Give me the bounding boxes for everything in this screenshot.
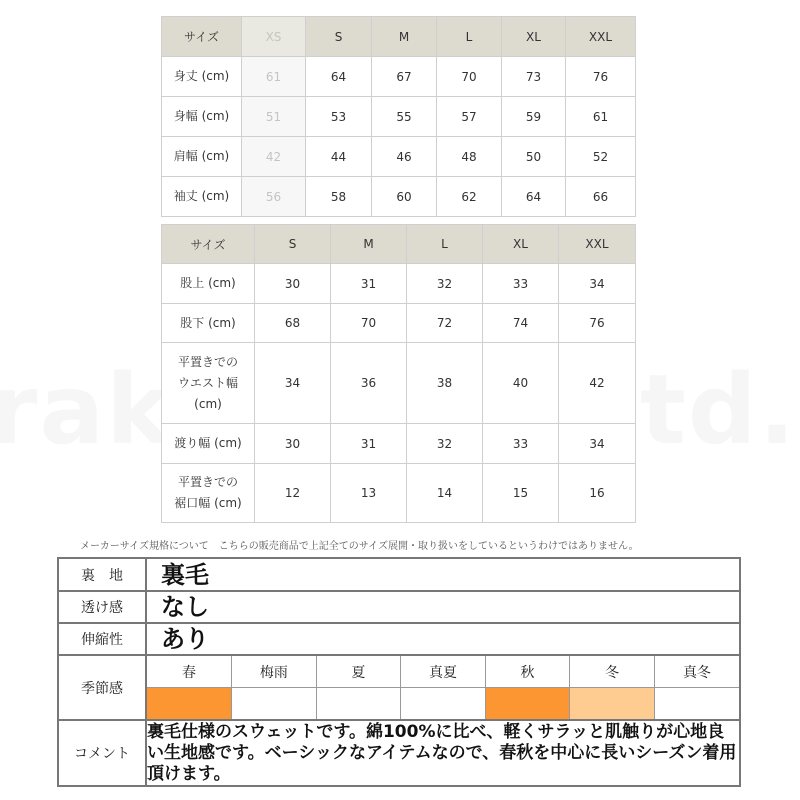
season-indicator [147,688,232,720]
size-value-cell: 30 [255,264,331,304]
season-indicator [654,688,739,720]
size-value-cell: 57 [437,97,502,137]
size-value-cell: 33 [483,264,559,304]
size-header-cell: XL [483,225,559,264]
season-cell [146,655,740,720]
size-value-cell: 46 [372,137,437,177]
season-name: 冬 [570,656,655,688]
size-header-row [162,225,636,264]
spec-row-comment [58,720,740,786]
season-indicator [232,688,317,720]
size-value-cell: 66 [566,177,636,217]
size-row-label: 身丈 (cm) [162,57,242,97]
size-value-cell: 40 [483,343,559,424]
size-row [162,57,636,97]
size-value-cell: 68 [255,304,331,343]
season-label: 季節感 [58,655,146,720]
season-name: 春 [147,656,232,688]
season-name: 秋 [485,656,570,688]
spec-row-sheer [58,591,740,623]
spec-table [57,557,741,787]
size-header-row [162,17,636,57]
size-value-cell: 31 [331,264,407,304]
size-value-cell: 15 [483,464,559,523]
watermark-left [0,355,172,465]
size-value-cell: 44 [306,137,372,177]
size-row [162,177,636,217]
size-value-cell: 76 [566,57,636,97]
season-name: 梅雨 [232,656,317,688]
size-value-cell: 61 [242,57,306,97]
size-value-cell: 62 [437,177,502,217]
size-value-cell: 59 [502,97,566,137]
size-row-label: 渡り幅 (cm) [162,424,255,464]
season-indicator [401,688,486,720]
size-header-cell: XS [242,17,306,57]
size-value-cell: 60 [372,177,437,217]
size-row-label: 股下 (cm) [162,304,255,343]
size-value-cell: 72 [407,304,483,343]
size-header-cell: M [372,17,437,57]
size-row [162,304,636,343]
size-header-cell: L [407,225,483,264]
size-value-cell: 70 [437,57,502,97]
size-header-cell: M [331,225,407,264]
size-header-cell: XXL [559,225,636,264]
size-row-label: 股上 (cm) [162,264,255,304]
size-header-label: サイズ [162,17,242,57]
spec-row-season [58,655,740,720]
season-name: 真冬 [654,656,739,688]
top-size-table [161,16,636,217]
season-name: 夏 [316,656,401,688]
size-value-cell: 51 [242,97,306,137]
size-value-cell: 58 [306,177,372,217]
size-row-label: 肩幅 (cm) [162,137,242,177]
season-indicator [485,688,570,720]
size-value-cell: 53 [306,97,372,137]
stretch-value: あり [146,623,740,655]
size-note: メーカーサイズ規格について こちらの販売商品で上記全てのサイズ展開・取り扱いをしているというわけではありません。 [80,541,639,552]
size-value-cell: 12 [255,464,331,523]
size-value-cell: 67 [372,57,437,97]
size-value-cell: 48 [437,137,502,177]
size-value-cell: 36 [331,343,407,424]
comment-label: コメント [58,720,146,786]
lining-value: 裏毛 [146,558,740,591]
size-value-cell: 74 [483,304,559,343]
size-row-label: 袖丈 (cm) [162,177,242,217]
season-grid [147,656,739,719]
spec-row-stretch [58,623,740,655]
size-value-cell: 52 [566,137,636,177]
size-value-cell: 32 [407,264,483,304]
size-header-cell: XL [502,17,566,57]
size-value-cell: 56 [242,177,306,217]
size-value-cell: 31 [331,424,407,464]
size-value-cell: 33 [483,424,559,464]
sheer-label: 透け感 [58,591,146,623]
spec-row-lining [58,558,740,591]
sheer-value: なし [146,591,740,623]
size-header-label: サイズ [162,225,255,264]
size-value-cell: 76 [559,304,636,343]
size-value-cell: 16 [559,464,636,523]
size-row [162,264,636,304]
size-value-cell: 70 [331,304,407,343]
season-name: 真夏 [401,656,486,688]
size-row [162,137,636,177]
size-row [162,464,636,523]
size-value-cell: 34 [255,343,331,424]
size-row-label: 平置きでの 裾口幅 (cm) [162,464,255,523]
size-row-label: 身幅 (cm) [162,97,242,137]
size-header-cell: XXL [566,17,636,57]
size-value-cell: 30 [255,424,331,464]
size-value-cell: 34 [559,264,636,304]
size-row [162,343,636,424]
size-value-cell: 61 [566,97,636,137]
lining-label: 裏 地 [58,558,146,591]
size-row [162,97,636,137]
size-value-cell: 38 [407,343,483,424]
size-row [162,424,636,464]
size-header-cell: S [306,17,372,57]
size-row-label: 平置きでの ウエスト幅 (cm) [162,343,255,424]
size-value-cell: 13 [331,464,407,523]
watermark-right [640,355,797,465]
size-header-cell: S [255,225,331,264]
size-value-cell: 50 [502,137,566,177]
size-value-cell: 55 [372,97,437,137]
size-value-cell: 32 [407,424,483,464]
size-value-cell: 42 [559,343,636,424]
season-indicator [316,688,401,720]
size-value-cell: 42 [242,137,306,177]
size-value-cell: 34 [559,424,636,464]
size-value-cell: 14 [407,464,483,523]
size-value-cell: 73 [502,57,566,97]
stretch-label: 伸縮性 [58,623,146,655]
comment-text: 裏毛仕様のスウェットです。綿100%に比べ、軽くサラッと肌触りが心地良い生地感です。ベーシックなアイテムなので、春秋を中心に長いシーズン着用頂けます。 [146,720,740,786]
size-value-cell: 64 [502,177,566,217]
size-value-cell: 64 [306,57,372,97]
bottom-size-table [161,224,636,523]
season-indicator [570,688,655,720]
size-header-cell: L [437,17,502,57]
